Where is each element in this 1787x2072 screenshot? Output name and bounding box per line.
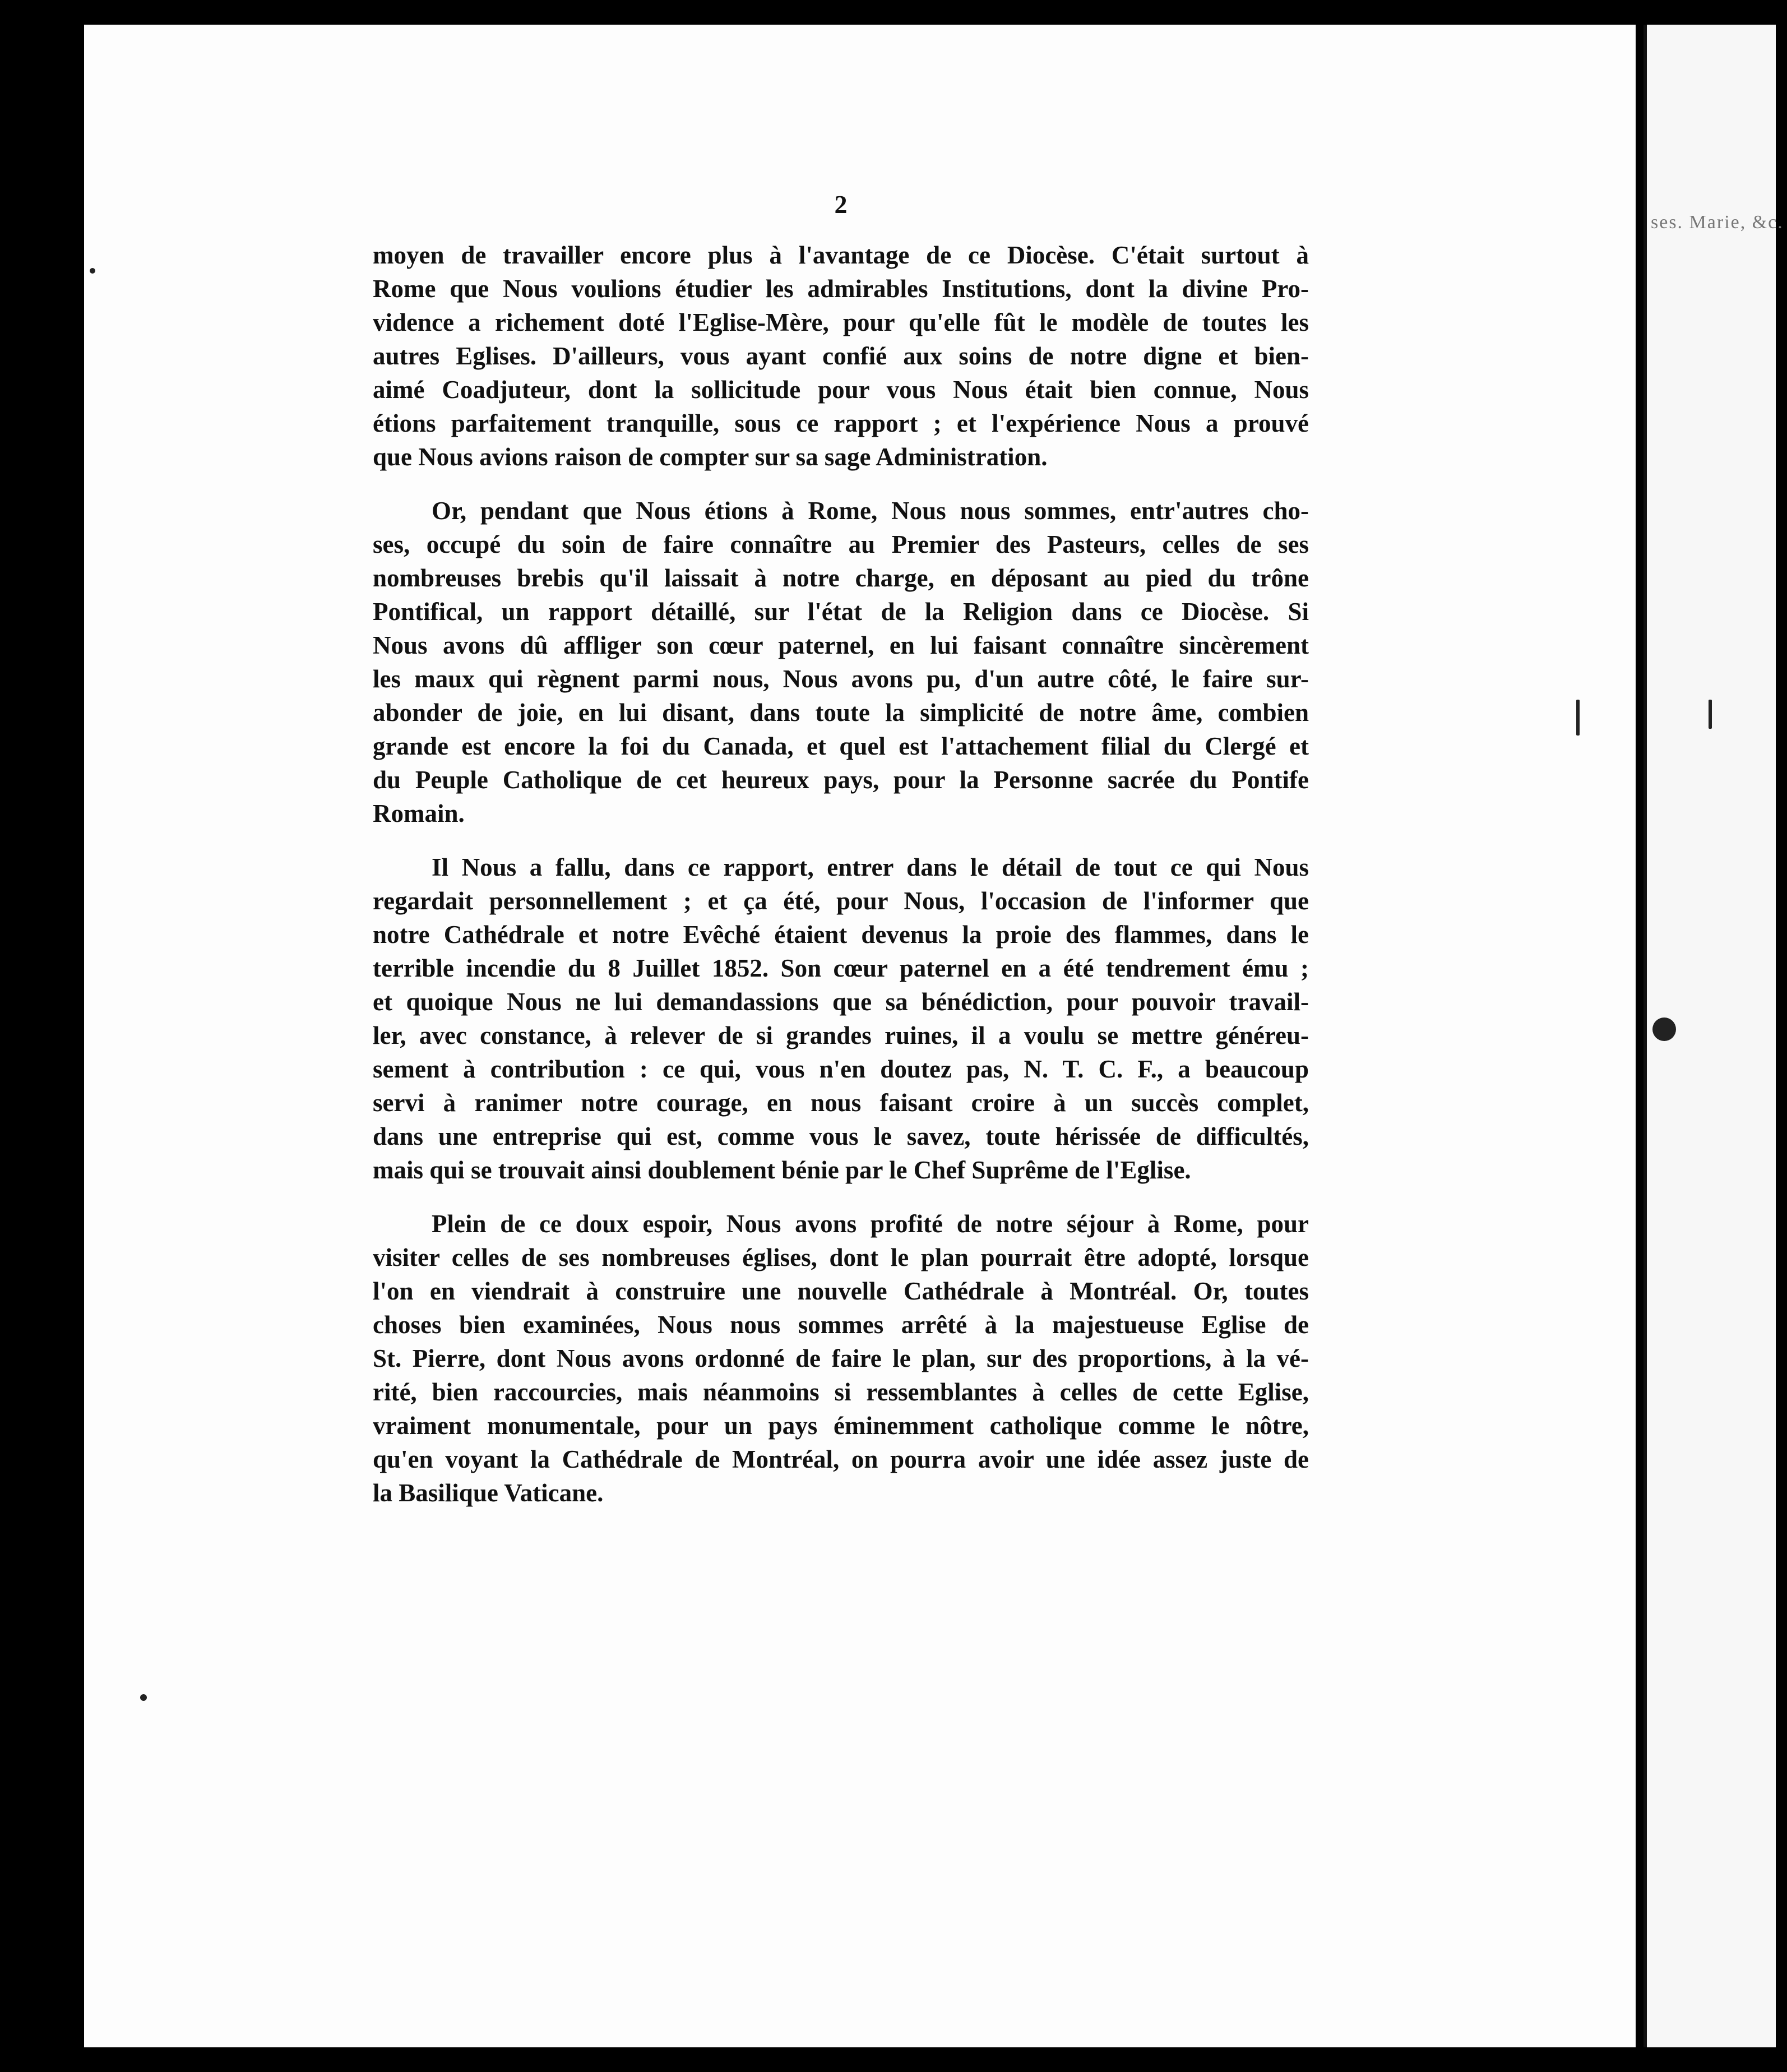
text-line: Or, pendant que Nous étions à Rome, Nous nous sommes, entr'autres cho-: [432, 497, 1309, 525]
paragraph-2: [373, 494, 1309, 830]
scan-border-left: [0, 0, 84, 2072]
text-line: et quoique Nous ne lui demandassions que sa bénédiction, pour pouvoir travail-: [373, 988, 1309, 1016]
text-line: que Nous avions raison de compter sur sa sage Administration.: [373, 443, 1048, 471]
text-line: St. Pierre, dont Nous avons ordonné de faire le plan, sur des proportions, à la vé-: [373, 1344, 1309, 1372]
text-line: moyen de travailler encore plus à l'avantage de ce Diocèse. C'était surtout à: [373, 241, 1309, 269]
scan-border-top: [0, 0, 1787, 25]
text-line: Rome que Nous voulions étudier les admirables Institutions, dont la divine Pro-: [373, 275, 1309, 303]
text-line: sement à contribution : ce qui, vous n'en doutez pas, N. T. C. F., a beaucoup: [373, 1055, 1309, 1083]
text-line: Romain.: [373, 799, 465, 827]
text-line: grande est encore la foi du Canada, et quel est l'attachement filial du Clergé et: [373, 732, 1309, 760]
text-line: dans une entreprise qui est, comme vous le savez, toute hérissée de difficultés,: [373, 1122, 1309, 1150]
gutter-line: [1644, 25, 1647, 2047]
text-line: ses, occupé du soin de faire connaître au Premier des Pasteurs, celles de ses: [373, 530, 1309, 558]
text-line: autres Eglises. D'ailleurs, vous ayant confié aux soins de notre digne et bien-: [373, 342, 1309, 370]
paragraph-3: [373, 850, 1309, 1187]
text-line: abonder de joie, en lui disant, dans toute la simplicité de notre âme, combien: [373, 699, 1309, 727]
page-number: 2: [834, 190, 848, 219]
scan-speck: [1709, 700, 1712, 729]
paragraph-4: [373, 1207, 1309, 1510]
scan-border-bottom: [0, 2047, 1787, 2072]
text-line: aimé Coadjuteur, dont la sollicitude pour vous Nous était bien connue, Nous: [373, 376, 1309, 404]
text-line: servi à ranimer notre courage, en nous faisant croire à un succès complet,: [373, 1089, 1309, 1117]
body-text: [373, 238, 1309, 1530]
text-line: vraiment monumentale, pour un pays éminemment catholique comme le nôtre,: [373, 1412, 1309, 1440]
text-line: notre Cathédrale et notre Evêché étaient devenus la proie des flammes, dans le: [373, 921, 1309, 949]
scan-speck: [1576, 700, 1580, 736]
text-line: Nous avons dû affliger son cœur paternel, en lui faisant connaître sincèrement: [373, 631, 1309, 659]
text-line: Pontifical, un rapport détaillé, sur l'état de la Religion dans ce Diocèse. Si: [373, 598, 1309, 626]
text-line: Il Nous a fallu, dans ce rapport, entrer dans le détail de tout ce qui Nous: [432, 853, 1309, 881]
text-line: les maux qui règnent parmi nous, Nous avons pu, d'un autre côté, le faire sur-: [373, 665, 1309, 693]
text-line: ler, avec constance, à relever de si grandes ruines, il a voulu se mettre généreu-: [373, 1021, 1309, 1049]
text-line: étions parfaitement tranquille, sous ce rapport ; et l'expérience Nous a prouvé: [373, 409, 1309, 437]
scan-speck: [140, 1694, 147, 1701]
text-line: nombreuses brebis qu'il laissait à notre charge, en déposant au pied du trône: [373, 564, 1309, 592]
text-line: qu'en voyant la Cathédrale de Montréal, on pourra avoir une idée assez juste de: [373, 1445, 1309, 1473]
text-line: terrible incendie du 8 Juillet 1852. Son cœur paternel en a été tendrement ému ;: [373, 954, 1309, 982]
text-line: Plein de ce doux espoir, Nous avons profité de notre séjour à Rome, pour: [432, 1210, 1309, 1238]
adjacent-page-fragment: ses. Marie, &c.: [1651, 212, 1784, 233]
scan-speck: [1652, 1017, 1676, 1041]
text-line: visiter celles de ses nombreuses églises, dont le plan pourrait être adopté, lorsque: [373, 1243, 1309, 1271]
text-line: mais qui se trouvait ainsi doublement bénie par le Chef Suprême de l'Eglise.: [373, 1156, 1191, 1184]
scan-speck: [90, 268, 95, 274]
text-line: du Peuple Catholique de cet heureux pays, pour la Personne sacrée du Pontife: [373, 766, 1309, 794]
text-line: vidence a richement doté l'Eglise-Mère, pour qu'elle fût le modèle de toutes les: [373, 308, 1309, 336]
text-line: choses bien examinées, Nous nous sommes arrêté à la majestueuse Eglise de: [373, 1311, 1309, 1339]
text-line: l'on en viendrait à construire une nouvelle Cathédrale à Montréal. Or, toutes: [373, 1277, 1309, 1305]
text-line: la Basilique Vaticane.: [373, 1479, 604, 1507]
paragraph-1: [373, 238, 1309, 474]
text-line: rité, bien raccourcies, mais néanmoins si ressemblantes à celles de cette Eglise,: [373, 1378, 1309, 1406]
text-line: regardait personnellement ; et ça été, pour Nous, l'occasion de l'informer que: [373, 887, 1309, 915]
